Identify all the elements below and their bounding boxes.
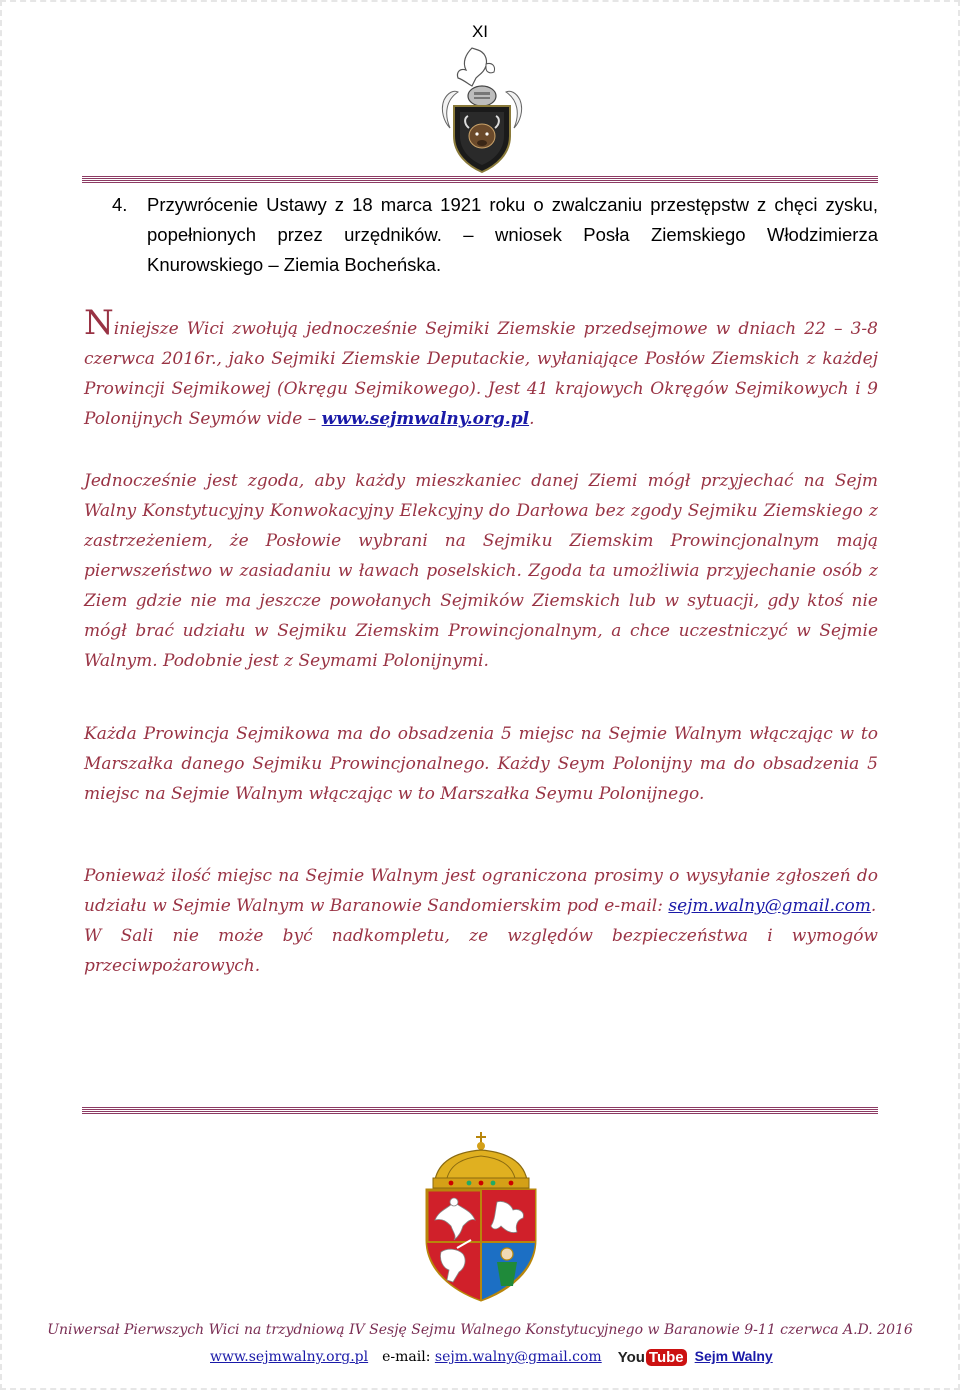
website-link[interactable]: www.sejmwalny.org.pl bbox=[321, 409, 530, 429]
coat-of-arms-crest-icon bbox=[438, 44, 526, 174]
paragraph-sejmiki-end: . bbox=[529, 409, 535, 429]
youtube-you: You bbox=[617, 1348, 645, 1366]
paragraph-zgoda: Jednocześnie jest zgoda, aby każdy mieszkaniec danej Ziemi mógł przyjechać na Sejm Walny Konstytucyjny Konwokacyjny Elekcyjny do Darłowa bez zgody Sejmiku Ziemskiego z zastrzeżeniem, że Posłowie wybrani na Sejmiku Ziemskim Prowincjonalnym mają pierwszeństwo w zasiadaniu w ławach poselskich. Zgoda ta umożliwia przyjechanie osób z Ziem gdzie nie ma jeszcze powołanych Sejmików Ziemskich lub w sytuacji, gdy ktoś nie mógł brać udziału w Sejmiku Ziemskim Prowincjonalnym, a chce uczestniczyć w Sejmie Walnym. Podobnie jest z Seymami Polonijnymi. bbox=[84, 471, 878, 671]
footer-email-label: e-mail: bbox=[382, 1349, 431, 1365]
list-item-text: Przywrócenie Ustawy z 18 marca 1921 roku o zwalczaniu przestępstw z chęci zysku, popełnionych przez urzędników. – wniosek Posła Ziemskiego Włodzimierza Knurowskiego – Ziemia Bocheńska. bbox=[147, 194, 878, 275]
paragraph-zgloszenia-text: Ponieważ ilość miejsc na Sejmie Walnym jest ograniczona prosimy o wysyłanie zgłoszeń do udziału w Sejmie Walnym w Baranowie Sandomierskim pod e-mail: bbox=[84, 866, 878, 916]
paragraph-sejmiki bbox=[84, 303, 878, 434]
youtube-logo-icon[interactable] bbox=[618, 1349, 687, 1366]
sejm-walny-link[interactable]: Sejm Walny bbox=[694, 1348, 773, 1364]
drop-cap: N bbox=[84, 303, 114, 343]
email-link[interactable]: sejm.walny@gmail.com bbox=[668, 896, 871, 916]
page-number: XI bbox=[471, 22, 489, 41]
paragraph-prowincja: Każda Prowincja Sejmikowa ma do obsadzenia 5 miejsc na Sejmie Walnym włączając w to Marszałka danego Sejmiku Prowincjonalnego. Każdy Seym Polonijny ma do obsadzenia 5 miejsc na Sejmie Walnym włączając w to Marszałka Seymu Polonijnego. bbox=[84, 724, 878, 804]
decorative-rule-bottom bbox=[82, 1107, 878, 1115]
paragraph-sejmiki-text: iniejsze Wici zwołują jednocześnie Sejmiki Ziemskie przedsejmowe w dniach 22 – 3-8 czerwca 2016r., jako Sejmiki Ziemskie Deputackie, wyłaniające Posłów Ziemskich z każdej Prowincji Sejmikowej (Okręgu Sejmikowego). Jest 41 krajowych Okręgów Sejmikowych i 9 Polonijnych Seymów vide – bbox=[84, 319, 878, 429]
crowned-shield-arms-icon bbox=[417, 1130, 545, 1302]
footer-website-link[interactable]: www.sejmwalny.org.pl bbox=[210, 1349, 369, 1365]
footer-title: Uniwersał Pierwszych Wici na trzydniową IV Sesję Sejmu Walnego Konstytucyjnego w Baranowie 9-11 czerwca A.D. 2016 bbox=[47, 1322, 913, 1338]
footer-email-link[interactable]: sejm.walny@gmail.com bbox=[434, 1349, 602, 1365]
list-item-number: 4. bbox=[112, 194, 128, 215]
list-item-4 bbox=[112, 190, 878, 280]
paragraph-zgloszenia-end: . bbox=[870, 896, 877, 916]
paragraph-sala-text: W Sali nie może być nadkompletu, ze względów bezpieczeństwa i wymogów przeciwpożarowych. bbox=[84, 926, 878, 976]
paragraph-zgloszenia bbox=[84, 861, 878, 981]
footer-links bbox=[210, 1348, 773, 1366]
decorative-rule-top bbox=[82, 176, 878, 184]
youtube-tube: Tube bbox=[646, 1349, 687, 1366]
